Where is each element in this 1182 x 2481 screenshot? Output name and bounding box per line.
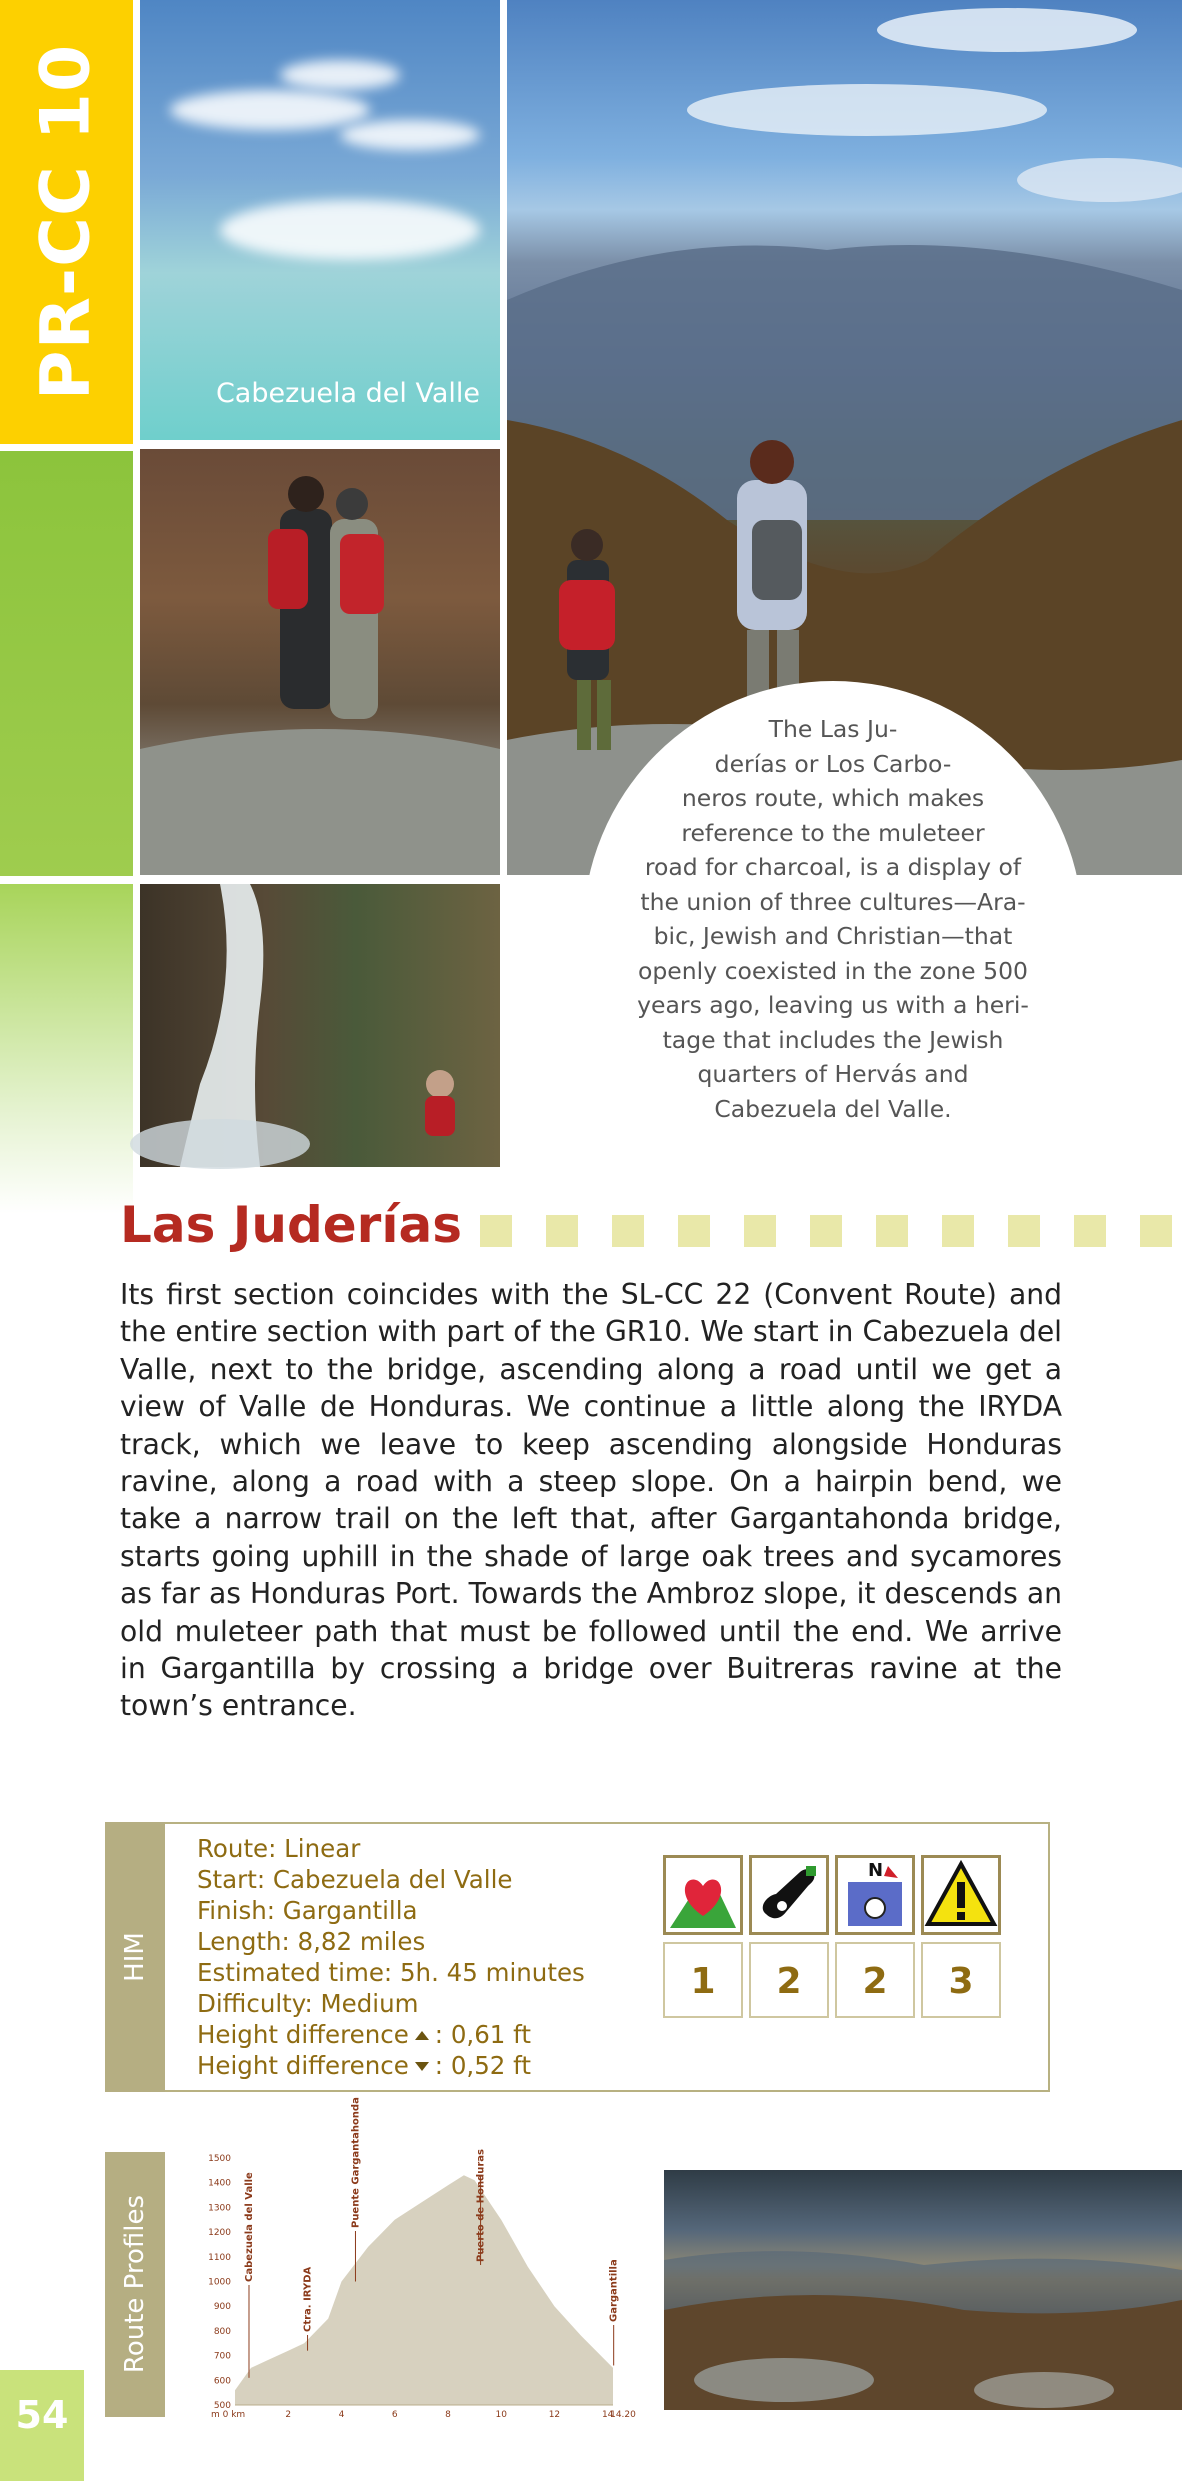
y-tick-label: 1200 <box>208 2228 231 2239</box>
waterfall-scene <box>140 884 500 1167</box>
route-finish: Finish: Gargantilla <box>197 1896 418 1925</box>
intro-line: derías or Los Carbo- <box>714 749 952 778</box>
intro-line: openly coexisted in the zone 500 <box>638 956 1028 985</box>
x-tick-label: 12 <box>548 2410 561 2420</box>
waterfall-photo <box>140 884 500 1167</box>
rating-environment: 1 <box>663 1942 743 2018</box>
intro-line: years ago, leaving us with a heri- <box>637 991 1029 1019</box>
green-band <box>0 451 133 876</box>
x-tick-label: 14 <box>601 2410 614 2420</box>
compass-icon <box>835 1855 915 1935</box>
title-dot <box>942 1215 974 1247</box>
x-tick-label: 2 <box>285 2410 292 2420</box>
route-info-list <box>197 1833 585 2081</box>
y-tick-label: 600 <box>213 2376 231 2387</box>
x-axis-origin-label: m 0 km <box>211 2410 246 2420</box>
rating-displacement: 2 <box>835 1942 915 2018</box>
route-description: Its first section coincides with the SL-CC 22 (Convent Route) and the entire section with part of the GR10. We start in Cabezuela del Valle, next to the bridge, ascending along a road until we get a view of Valle de Honduras. We continue a little along the IRYDA track, which we leave to keep ascending alongside Honduras ravine, along a road with a steep slope. On a hairpin bend, we take a narrow trail on the left that, after Gargantahonda bridge, starts going uphill in the shade of large oak trees and sycamores as far as Honduras Port. Towards the Ambroz slope, it descends an old muleteer path that must be followed until the end. We arrive in Gargantilla by crossing a bridge over Buitreras ravine at the town’s entrance. <box>120 1278 1062 1723</box>
profile-area <box>235 2175 613 2405</box>
intro-line: the union of three cultures—Ara- <box>640 887 1026 916</box>
title-dot <box>876 1215 908 1247</box>
annotation-label: Puerto de Honduras <box>475 2149 487 2262</box>
intro-line: tage that includes the Jewish <box>662 1025 1004 1054</box>
height-down: Height difference : 0,52 ft <box>197 2051 531 2080</box>
y-tick-label: 1100 <box>208 2252 231 2263</box>
rating-effort: 3 <box>921 1942 1001 2018</box>
route-type: Route: Linear <box>197 1834 361 1863</box>
title-dot <box>1074 1215 1106 1247</box>
title-dot <box>810 1215 842 1247</box>
annotation-label: Puente Gargantahonda <box>350 2097 362 2228</box>
title-dot <box>612 1215 644 1247</box>
landscape-photo <box>664 2170 1182 2410</box>
route-length: Length: 8,82 miles <box>197 1927 426 1956</box>
title-decoration <box>480 1215 1182 1247</box>
title-dot <box>1140 1215 1172 1247</box>
heart-mountain-icon <box>663 1855 743 1935</box>
y-tick-label: 500 <box>213 2401 231 2411</box>
green-fade-band <box>0 884 133 1214</box>
info-side-label <box>105 1822 165 2092</box>
boot-icon <box>749 1855 829 1935</box>
route-time: Estimated time: 5h. 45 minutes <box>197 1958 585 1987</box>
x-tick-label: 10 <box>495 2410 507 2420</box>
title-dot <box>546 1215 578 1247</box>
annotation-label: Gargantilla <box>608 2259 620 2322</box>
x-tick-label: 4 <box>338 2410 345 2420</box>
intro-text <box>603 712 1063 1126</box>
arrow-up-icon <box>415 2031 429 2040</box>
route-start: Start: Cabezuela del Valle <box>197 1865 513 1894</box>
title-dot <box>678 1215 710 1247</box>
y-tick-label: 1000 <box>208 2277 231 2288</box>
x-tick-label: 14.20 <box>610 2410 636 2420</box>
route-difficulty: Difficulty: Medium <box>197 1989 419 2018</box>
route-code-text: PR-CC 10 <box>26 43 106 401</box>
intro-line: quarters of Hervás and <box>697 1060 969 1088</box>
title-dot <box>744 1215 776 1247</box>
intro-line: neros route, which makes <box>681 784 985 812</box>
x-tick-label: 8 <box>445 2410 451 2420</box>
y-tick-label: 1400 <box>208 2178 231 2189</box>
annotation-label: Ctra. IRYDA <box>302 2266 314 2332</box>
hikers-photo <box>140 449 500 875</box>
route-code <box>0 0 133 444</box>
profile-svg <box>195 2097 636 2430</box>
y-tick-label: 1500 <box>208 2154 231 2164</box>
profiles-side-label <box>105 2152 165 2417</box>
hikers-scene <box>140 449 500 875</box>
arrow-down-icon <box>415 2062 429 2071</box>
height-up: Height difference : 0,61 ft <box>197 2020 531 2049</box>
title-dot <box>1008 1215 1040 1247</box>
landscape-scene <box>664 2170 1182 2410</box>
y-tick-label: 800 <box>213 2326 231 2337</box>
intro-line: Cabezuela del Valle. <box>714 1094 952 1123</box>
title-dot <box>480 1215 512 1247</box>
warning-icon <box>921 1855 1001 1935</box>
photo-caption: Cabezuela del Valle <box>215 378 480 409</box>
sky-photo <box>140 0 500 440</box>
intro-line: reference to the muleteer <box>681 818 985 847</box>
y-tick-label: 700 <box>213 2351 231 2362</box>
y-tick-label: 900 <box>213 2302 231 2313</box>
intro-line: road for charcoal, is a display of <box>644 853 1022 881</box>
annotation-label: Cabezuela del Valle <box>243 2172 255 2282</box>
intro-line: The Las Ju- <box>768 715 898 743</box>
profiles-side-text: Route Profiles <box>120 2194 150 2374</box>
page-title: Las Juderías <box>120 1196 462 1254</box>
intro-line: bic, Jewish and Christian—that <box>653 922 1013 950</box>
info-side-text: HIM <box>120 1932 150 1982</box>
svg-text:N: N <box>868 1860 884 1881</box>
elevation-profile-chart <box>195 2097 636 2430</box>
page-number: 54 <box>15 2393 69 2437</box>
y-tick-label: 1300 <box>208 2203 231 2214</box>
x-tick-label: 6 <box>391 2410 398 2420</box>
rating-itinerary: 2 <box>749 1942 829 2018</box>
